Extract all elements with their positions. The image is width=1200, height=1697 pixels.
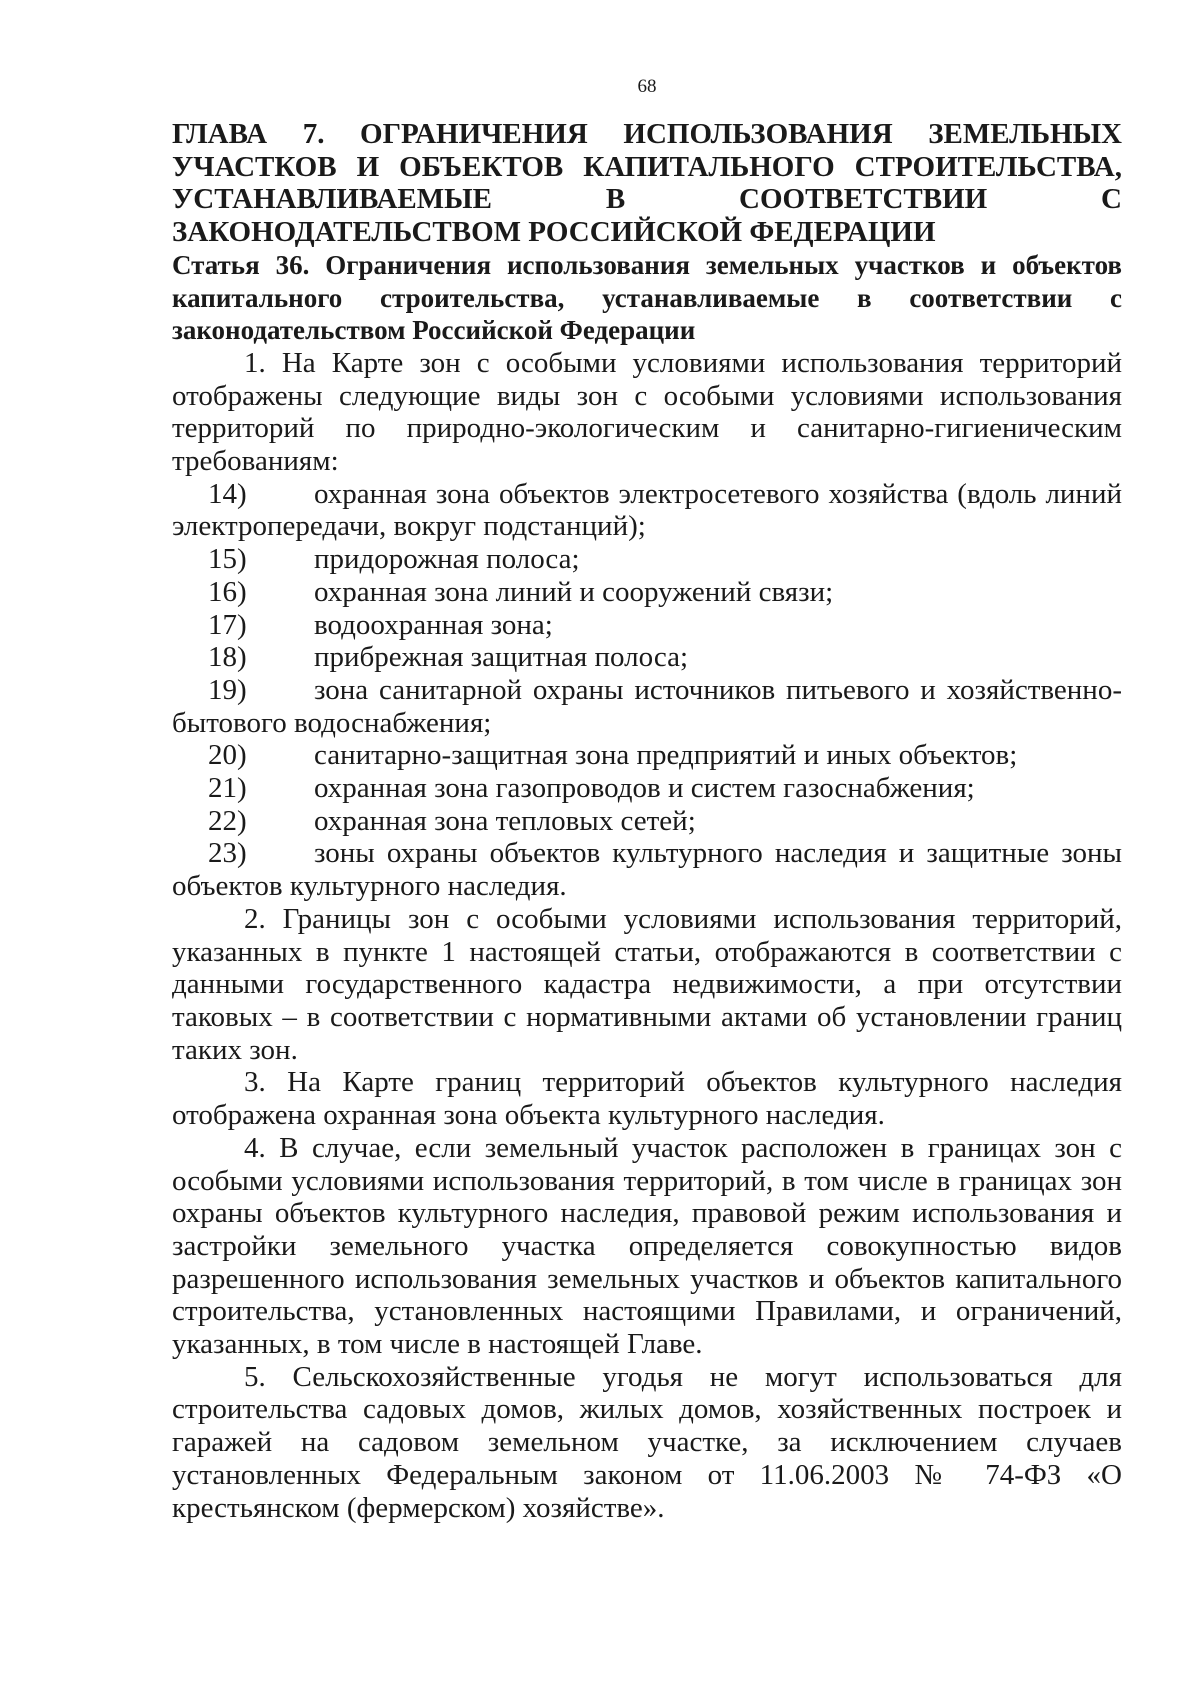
list-item-number: 17) [208,608,247,641]
paragraph-5: 5. Сельскохозяйственные угодья не могут использоваться для строительства садовых домов, жилых домов, хозяйственных построек и гаражей на садовом земельном участке, за исключением случаев установленных Федеральным законом от 11.06.2003 № 74-ФЗ «О крестьянском (фермерском) хозяйстве». [172,1360,1122,1524]
list-item-text: прибрежная защитная полоса; [314,641,688,674]
list-item-number: 22) [208,804,247,837]
paragraph-3: 3. На Карте границ территорий объектов культурного наследия отображена охранная зона объекта культурного наследия. [172,1066,1122,1132]
list-item-text: водоохранная зона; [314,608,553,641]
page-number: 68 [637,76,657,97]
list-item [172,576,1122,609]
list-item-text: охранная зона тепловых сетей; [314,804,696,837]
list-item [172,543,1122,576]
paragraph-4: 4. В случае, если земельный участок расположен в границах зон с особыми условиями использования территорий, в том числе в границах зон охраны объектов культурного наследия, правовой режим использования и застройки земельного участка определяется совокупностью видов разрешенного использования земельных участков и объектов капитального строительства, установленных настоящими Правилами, и ограничений, указанных, в том числе в настоящей Главе. [172,1131,1122,1361]
list-item-number: 20) [208,739,247,772]
list-item-number: 21) [208,772,247,805]
paragraph-2: 2. Границы зон с особыми условиями использования территорий, указанных в пункте 1 настоящей статьи, отображаются в соответствии с данными государственного кадастра недвижимости, а при отсутствии таковых – в соответствии с нормативными актами об установлении границ таких зон. [172,902,1122,1066]
list-item-number: 15) [208,543,247,576]
list-item-text: зона санитарной охраны источников питьевого и хозяйственно-бытового водоснабжения; [172,673,1122,739]
article-title: Статья 36. Ограничения использования земельных участков и объектов капитального строительства, устанавливаемые в соответствии с законодательством Российской Федерации [172,249,1122,346]
list-item [172,478,1122,543]
list-item-number: 23) [208,837,247,870]
list-item-text: охранная зона линий и сооружений связи; [314,575,834,608]
list-item [172,772,1122,805]
list-item-text: зоны охраны объектов культурного наследия и защитные зоны объектов культурного наследия. [172,837,1122,903]
list-item-text: придорожная полоса; [314,543,580,576]
list-item-number: 16) [208,575,247,608]
list-item-text: охранная зона газопроводов и систем газоснабжения; [314,772,975,805]
list-item [172,739,1122,772]
chapter-title: ГЛАВА 7. ОГРАНИЧЕНИЯ ИСПОЛЬЗОВАНИЯ ЗЕМЕЛЬНЫХ УЧАСТКОВ И ОБЪЕКТОВ КАПИТАЛЬНОГО СТРОИТЕЛЬСТВА, УСТАНАВЛИВАЕМЫЕ В СООТВЕТСТВИИ С ЗАКОНОДАТЕЛЬСТВОМ РОССИЙСКОЙ ФЕДЕРАЦИИ [172,118,1122,249]
list-item [172,641,1122,674]
list-item-text: санитарно-защитная зона предприятий и иных объектов; [314,739,1018,772]
list-item-number: 18) [208,641,247,674]
list-item [172,609,1122,642]
document-body [172,118,1122,1524]
list-item [172,837,1122,902]
paragraph-1: 1. На Карте зон с особыми условиями использования территорий отображены следующие виды зон с особыми условиями использования территорий по природно-экологическим и санитарно-гигиеническим требованиям: [172,346,1122,478]
list-item [172,805,1122,838]
list-item-number: 14) [208,477,247,510]
list-item-number: 19) [208,673,247,706]
zone-list [172,478,1122,903]
list-item-text: охранная зона объектов электросетевого хозяйства (вдоль линий электропередачи, вокруг подстанций); [172,477,1122,543]
list-item [172,674,1122,739]
